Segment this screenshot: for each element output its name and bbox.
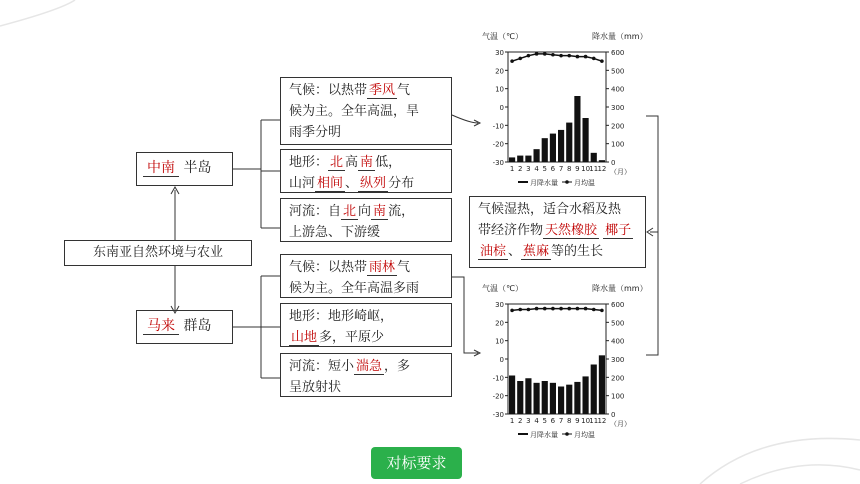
x-tick-label: 5 (542, 165, 547, 173)
text: 多，平原少 (319, 330, 385, 345)
answer: 湍急 (356, 359, 383, 374)
precipitation-bar (517, 156, 523, 162)
precipitation-bar (550, 383, 556, 414)
text: 向 (358, 204, 372, 219)
precipitation-bar (534, 149, 540, 162)
answer: 天然橡胶 (545, 223, 598, 238)
x-tick-label: 9 (575, 165, 580, 173)
peninsula-name: 中南 (143, 160, 179, 177)
islands-climate-box (280, 254, 452, 298)
y-left-tick-label: 20 (495, 67, 504, 76)
temperature-point (510, 309, 514, 313)
temperature-point (559, 54, 563, 58)
islands-name: 马来 (143, 318, 179, 335)
temperature-point (559, 307, 563, 311)
precipitation-bar (542, 381, 548, 414)
temperature-point (592, 57, 596, 61)
x-tick-label: 1 (509, 165, 515, 173)
islands-terrain-box (280, 303, 452, 347)
temperature-point (567, 307, 571, 311)
text: 河流：短小 (289, 359, 355, 374)
text: 候为主。全年高温，旱 (289, 104, 420, 119)
precipitation-bar (583, 376, 589, 414)
legend-temp-label: 月均温 (574, 179, 595, 187)
text: 气 (397, 83, 411, 98)
y-right-tick-label: 500 (611, 67, 625, 76)
y-left-tick-label: 30 (495, 301, 504, 309)
temperature-point (543, 307, 547, 311)
y-left-tick-label: 30 (495, 49, 504, 57)
temperature-point (518, 308, 522, 312)
x-tick-label: 6 (550, 165, 556, 173)
text: 河流：自 (289, 204, 342, 219)
precipitation-bar (525, 378, 531, 414)
precipitation-bar (599, 355, 605, 414)
temperature-point (518, 57, 522, 61)
y-left-tick-label: 10 (495, 337, 504, 346)
text: 、 (508, 244, 522, 259)
temperature-line (512, 54, 602, 61)
x-tick-label: 3 (526, 417, 531, 425)
agriculture-box (469, 196, 646, 268)
precipitation-bar (574, 96, 580, 162)
answer: 油棕 (480, 244, 507, 259)
text: 低， (375, 155, 402, 170)
legend-precip-label: 月降水量 (530, 431, 558, 439)
precipitation-bar (566, 385, 572, 414)
precipitation-bar (558, 130, 564, 162)
x-tick-label: 10 (581, 417, 591, 425)
root-node: 东南亚自然环境与农业 (64, 240, 252, 266)
temperature-point (576, 55, 580, 59)
text: 分布 (388, 176, 415, 191)
precipitation-bar (591, 365, 597, 415)
text: 上游急、下游缓 (289, 225, 381, 240)
y-right-tick-label: 200 (611, 122, 625, 131)
y-right-tick-label: 0 (611, 411, 616, 419)
precipitation-bar (558, 387, 564, 415)
y-left-tick-label: -30 (492, 411, 504, 419)
answer: 季风 (369, 83, 396, 98)
climate-chart-islands (478, 282, 648, 439)
x-tick-label: 6 (550, 417, 556, 425)
text: 高 (345, 155, 359, 170)
x-tick-label: 1 (509, 417, 515, 425)
x-tick-label: 10 (581, 165, 591, 173)
y-right-tick-label: 500 (611, 319, 625, 328)
x-tick-label: 11 (589, 417, 599, 425)
temperature-point (527, 308, 531, 312)
x-tick-label: 5 (542, 417, 547, 425)
x-tick-label: 9 (575, 417, 580, 425)
precipitation-bar (550, 134, 556, 162)
x-tick-label: 12 (597, 417, 607, 425)
y-right-tick-label: 600 (611, 49, 625, 57)
answer: 南 (373, 204, 387, 219)
temperature-point (567, 54, 571, 58)
precipitation-bar (542, 138, 548, 162)
peninsula-terrain-box (280, 149, 452, 193)
temperature-point (584, 55, 588, 59)
y-left-tick-label: -20 (492, 140, 504, 149)
y-left-tick-label: 10 (495, 85, 504, 94)
text: 气候：以热带 (289, 83, 368, 98)
text: 候为主。全年高温多雨 (289, 281, 420, 296)
text: 等的生长 (551, 244, 604, 259)
precipitation-bar (517, 381, 523, 414)
precipitation-bar (566, 123, 572, 162)
y-left-label: 气温（℃） (482, 32, 523, 41)
y-right-tick-label: 100 (611, 140, 625, 149)
temperature-point (600, 59, 604, 63)
x-tick-label: 8 (567, 165, 572, 173)
plot-frame (508, 52, 606, 162)
x-axis-label: （月） (610, 168, 631, 176)
precipitation-bar (509, 157, 515, 162)
temperature-point (600, 309, 604, 313)
y-right-tick-label: 300 (611, 104, 625, 112)
x-axis-label: （月） (610, 420, 631, 428)
x-tick-label: 3 (526, 165, 531, 173)
legend-precip-label: 月降水量 (530, 179, 558, 187)
text: 雨季分明 (289, 125, 342, 140)
islands-river-box (280, 353, 452, 397)
islands-node (136, 310, 233, 344)
x-tick-label: 7 (558, 165, 564, 173)
y-right-tick-label: 600 (611, 301, 625, 309)
x-tick-label: 2 (518, 165, 523, 173)
answer: 相间 (317, 176, 344, 191)
y-right-tick-label: 300 (611, 356, 625, 364)
y-left-tick-label: 0 (499, 104, 504, 112)
precipitation-bar (574, 382, 580, 414)
y-right-tick-label: 0 (611, 159, 616, 167)
y-right-tick-label: 200 (611, 374, 625, 383)
y-left-tick-label: -10 (492, 122, 504, 131)
y-right-tick-label: 100 (611, 392, 625, 401)
precipitation-bar (525, 156, 531, 162)
x-tick-label: 11 (589, 165, 599, 173)
answer: 雨林 (369, 260, 396, 275)
y-left-tick-label: 20 (495, 319, 504, 328)
text: 流， (388, 204, 415, 219)
temperature-point (592, 308, 596, 312)
text: 地形：地形崎岖， (289, 309, 394, 324)
x-tick-label: 2 (518, 417, 523, 425)
text: 地形： (289, 155, 329, 170)
peninsula-river-box (280, 198, 452, 242)
text: ，多 (384, 359, 411, 374)
y-right-tick-label: 400 (611, 337, 625, 346)
temperature-point (551, 307, 555, 311)
y-right-label: 降水量（mm） (592, 32, 648, 41)
temperature-point (535, 307, 539, 311)
y-left-tick-label: -10 (492, 374, 504, 383)
answer: 北 (343, 204, 357, 219)
legend-temp-marker (565, 432, 569, 436)
y-left-tick-label: 0 (499, 356, 504, 364)
x-tick-label: 4 (534, 165, 539, 173)
text: 气 (397, 260, 411, 275)
answer: 北 (330, 155, 344, 170)
y-right-tick-label: 400 (611, 85, 625, 94)
benchmark-button[interactable]: 对标要求 (371, 447, 462, 479)
answer: 山地 (291, 330, 318, 345)
y-left-tick-label: -20 (492, 392, 504, 401)
peninsula-suffix: 半岛 (183, 160, 212, 176)
peninsula-node (136, 152, 233, 186)
temperature-point (535, 52, 539, 56)
x-tick-label: 7 (558, 417, 564, 425)
answer: 南 (360, 155, 374, 170)
answer: 纵列 (360, 176, 387, 191)
text: 山河 (289, 176, 316, 191)
x-tick-label: 12 (597, 165, 607, 173)
answer: 蕉麻 (523, 244, 550, 259)
precipitation-bar (599, 160, 605, 162)
precipitation-bar (591, 153, 597, 162)
x-tick-label: 4 (534, 417, 539, 425)
temperature-point (584, 307, 588, 311)
climate-chart-peninsula (478, 30, 648, 190)
x-tick-label: 8 (567, 417, 572, 425)
peninsula-climate-box (280, 77, 452, 145)
temperature-point (527, 54, 531, 58)
text: 带经济作物 (478, 223, 544, 238)
temperature-line (512, 309, 602, 311)
temperature-point (551, 53, 555, 57)
text: 气候湿热，适合水稻及热 (478, 202, 622, 217)
legend-temp-label: 月均温 (574, 431, 595, 439)
temperature-point (510, 59, 514, 63)
precipitation-bar (509, 376, 515, 415)
precipitation-bar (583, 118, 589, 162)
y-left-tick-label: -30 (492, 159, 504, 167)
islands-suffix: 群岛 (183, 318, 212, 334)
precipitation-bar (534, 383, 540, 414)
y-left-label: 气温（℃） (482, 284, 523, 293)
temperature-point (543, 52, 547, 56)
y-right-label: 降水量（mm） (592, 284, 648, 293)
temperature-point (576, 307, 580, 311)
legend-temp-marker (565, 180, 569, 184)
text: 、 (345, 176, 359, 191)
text: 气候：以热带 (289, 260, 368, 275)
answer: 椰子 (605, 223, 632, 238)
text: 呈放射状 (289, 380, 342, 395)
